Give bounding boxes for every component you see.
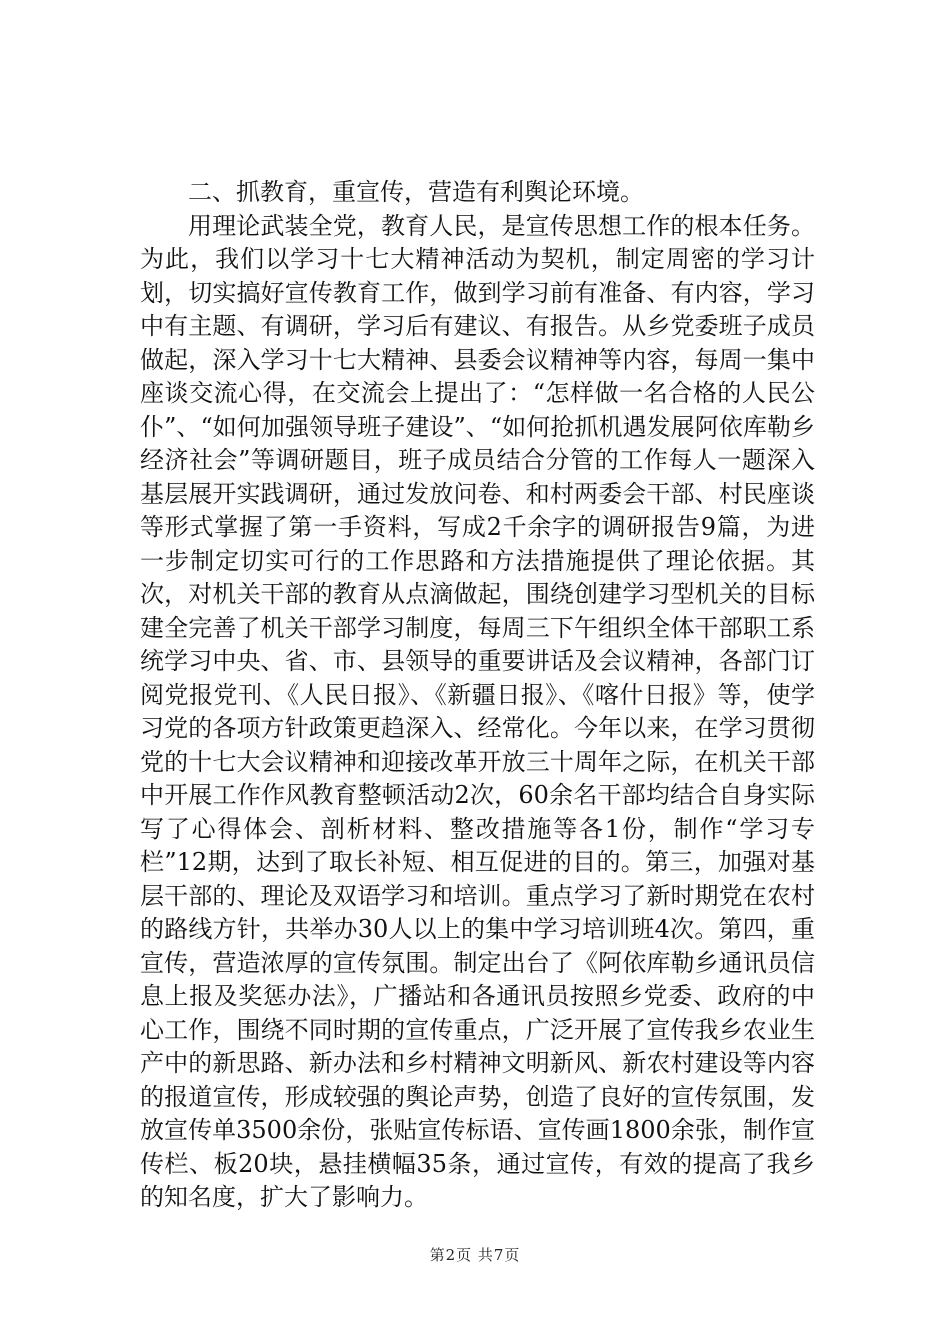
- body-paragraph: 用理论武装全党，教育人民，是宣传思想工作的根本任务。为此，我们以学习十七大精神活动为契机，制定周密的学习计划，切实搞好宣传教育工作，做到学习前有准备、有内容，学习中有主题、有调研，学习后有建议、有报告。从乡党委班子成员做起，深入学习十七大精神、县委会议精神等内容，每周一集中座谈交流心得，在交流会上提出了：“怎样做一名合格的人民公仆”、“如何加强领导班子建设”、“如何抢抓机遇发展阿依库勒乡经济社会”等调研题目，班子成员结合分管的工作每人一题深入基层展开实践调研，通过发放问卷、和村两委会干部、村民座谈等形式掌握了第一手资料，写成2千余字的调研报告9篇，为进一步制定切实可行的工作思路和方法措施提供了理论依据。其次，对机关干部的教育从点滴做起，围绕创建学习型机关的目标建全完善了机关干部学习制度，每周三下午组织全体干部职工系统学习中央、省、市、县领导的重要讲话及会议精神，各部门订阅党报党刊、《人民日报》、《新疆日报》、《喀什日报》等，使学习党的各项方针政策更趋深入、经常化。今年以来，在学习贯彻党的十七大会议精神和迎接改革开放三十周年之际，在机关干部中开展工作作风教育整顿活动2次，60余名干部均结合自身实际写了心得体会、剖析材料、整改措施等各1份，制作“学习专栏”12期，达到了取长补短、相互促进的目的。第三，加强对基层干部的、理论及双语学习和培训。重点学习了新时期党在农村的路线方针，共举办30人以上的集中学习培训班4次。第四，重宣传，营造浓厚的宣传氛围。制定出台了《阿依库勒乡通讯员信息上报及奖惩办法》，广播站和各通讯员按照乡党委、政府的中心工作，围绕不同时期的宣传重点，广泛开展了宣传我乡农业生产中的新思路、新办法和乡村精神文明新风、新农村建设等内容的报道宣传，形成较强的舆论声势，创造了良好的宣传氛围，发放宣传单3500余份，张贴宣传标语、宣传画1800余张，制作宣传栏、板20块，悬挂横幅35条，通过宣传，有效的提高了我乡的知名度，扩大了影响力。: [140, 211, 815, 1211]
- document-body: [140, 176, 815, 1215]
- section-heading: 二、抓教育，重宣传，营造有利舆论环境。: [188, 178, 644, 206]
- page-number: 第2页 共7页: [429, 1246, 521, 1264]
